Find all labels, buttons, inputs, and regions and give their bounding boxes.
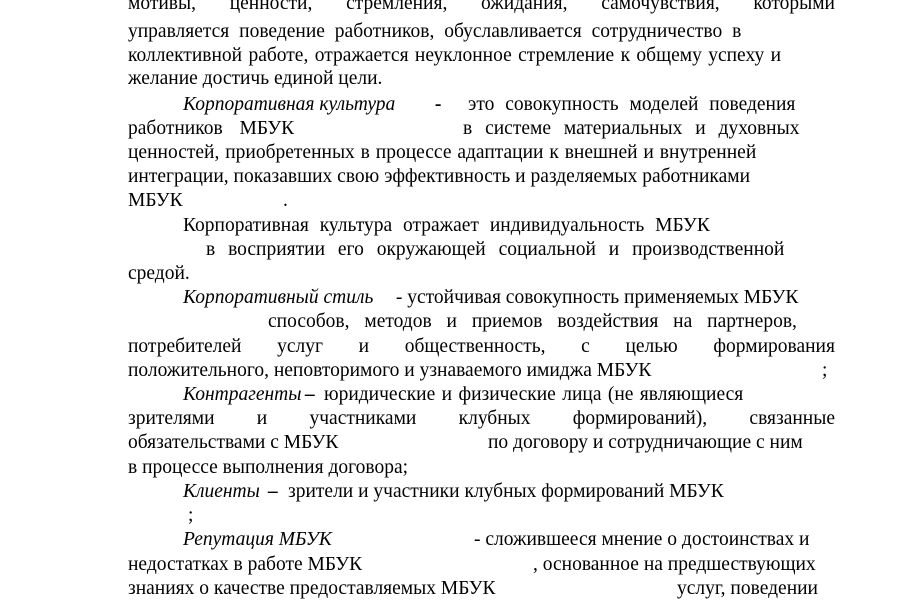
word: общественность, — [404, 336, 546, 357]
text-line — [128, 335, 835, 359]
term-dash: – — [300, 384, 320, 405]
word: формирования — [713, 336, 835, 357]
definition-line — [0, 480, 900, 504]
term-clients: Клиенты — [183, 481, 260, 502]
text-line: управляется поведение работников, обуславливается сотрудничество в — [128, 21, 742, 42]
word: самочувствия, — [601, 0, 720, 14]
text-line — [0, 577, 900, 600]
definition-text: зрители и участники клубных формирований МБУК — [288, 481, 724, 502]
term-reputation: Репутация МБУК — [183, 529, 332, 550]
text-line — [128, 407, 835, 431]
text-fragment: услуг, поведении — [677, 578, 818, 599]
text-line — [0, 553, 900, 577]
term-corporate-style: Корпоративный стиль — [183, 287, 374, 308]
definition-line — [0, 383, 900, 407]
word: мотивы, — [128, 0, 196, 14]
word: ценности, — [229, 0, 313, 14]
word: и — [256, 408, 268, 429]
text-fragment: по договору и сотрудничающие с ним — [488, 432, 803, 453]
text-fragment: в системе материальных и духовных — [463, 118, 800, 139]
text-line: в процессе выполнения договора; — [128, 457, 409, 478]
text-line: способов, методов и приемов воздействия на партнеров, — [268, 311, 797, 332]
definition-line — [0, 286, 900, 310]
definition-text: - устойчивая совокупность применяемых МБУК — [391, 287, 799, 308]
text-fragment: . — [283, 190, 288, 211]
text-fragment: МБУК — [128, 190, 183, 211]
word: участниками — [309, 408, 417, 429]
text-line — [0, 117, 900, 141]
definition-text: - сложившееся мнение о достоинствах и — [474, 529, 810, 550]
text-line: желание достичь единой цели. — [128, 68, 383, 89]
word: зрителями — [128, 408, 215, 429]
definition-text: это совокупность моделей поведения — [468, 94, 796, 115]
text-line: ценностей, приобретенных в процессе адаптации к внешней и внутренней — [128, 142, 757, 163]
definition-line — [0, 93, 900, 117]
text-line: средой. — [128, 263, 190, 284]
word: потребителей — [128, 336, 242, 357]
word: целью — [625, 336, 678, 357]
term-contractors: Контрагенты — [183, 384, 302, 405]
term-corporate-culture: Корпоративная культура — [183, 94, 396, 115]
text-line — [0, 359, 900, 383]
word: стремления, — [346, 0, 448, 14]
text-line — [128, 0, 835, 16]
text-fragment: работников МБУК — [128, 118, 295, 139]
text-line: ; — [188, 505, 194, 526]
text-line: коллективной работе, отражается неуклонное стремление к общему успеху и — [128, 45, 782, 66]
word: связанные — [749, 408, 835, 429]
term-dash: – — [263, 481, 283, 502]
definition-line — [0, 528, 900, 552]
text-fragment: положительного, неповторимого и узнаваемого имиджа МБУК — [128, 360, 652, 381]
word: с — [581, 336, 590, 357]
word: и — [358, 336, 370, 357]
text-line — [0, 431, 900, 455]
text-fragment: обязательствами с МБУК — [128, 432, 339, 453]
term-dash: - — [430, 94, 447, 115]
text-fragment: знаниях о качестве предоставляемых МБУК — [128, 578, 496, 599]
text-line: в восприятии его окружающей социальной и производственной — [206, 239, 785, 260]
word: которыми — [753, 0, 835, 14]
text-fragment: недостатках в работе МБУК — [128, 554, 363, 575]
text-fragment: , основанное на предшествующих — [533, 554, 816, 575]
text-line: Корпоративная культура отражает индивидуальность МБУК — [183, 215, 710, 236]
definition-text: юридические и физические лица (не являющиеся — [324, 384, 744, 405]
text-line: интеграции, показавших свою эффективность и разделяемых работниками — [128, 166, 751, 187]
word: клубных — [458, 408, 531, 429]
word: ожидания, — [481, 0, 568, 14]
word: услуг — [277, 336, 323, 357]
text-line — [0, 189, 900, 213]
word: формирований), — [572, 408, 708, 429]
text-fragment: ; — [822, 360, 828, 381]
